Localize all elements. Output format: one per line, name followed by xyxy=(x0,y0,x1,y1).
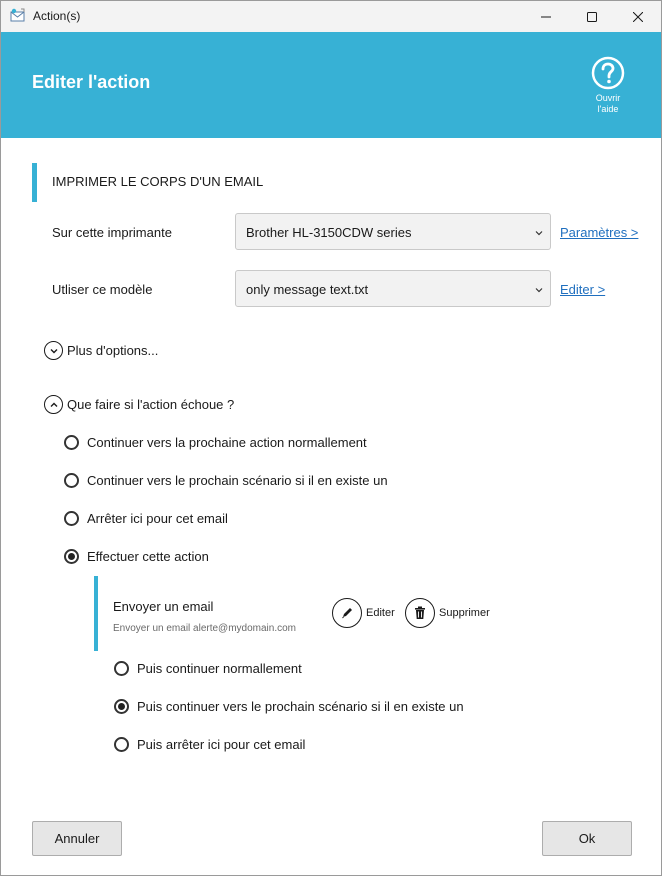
then-option-stop-email[interactable] xyxy=(114,737,305,752)
sub-action-accent-bar xyxy=(94,576,98,651)
radio-label: Continuer vers la prochaine action normallement xyxy=(87,435,367,450)
template-edit-link[interactable]: Editer > xyxy=(560,282,606,297)
edit-label: Editer xyxy=(366,607,395,619)
radio-label: Arrêter ici pour cet email xyxy=(87,511,228,526)
page-title: Editer l'action xyxy=(32,72,151,92)
envelope-icon xyxy=(10,8,26,24)
trash-icon xyxy=(405,598,435,628)
printer-select[interactable] xyxy=(235,213,551,250)
pencil-icon xyxy=(332,598,362,628)
radio-button xyxy=(114,699,129,714)
failure-option-continue-next-action[interactable] xyxy=(64,435,367,450)
delete-sub-action-button[interactable] xyxy=(405,598,490,628)
more-options-label: Plus d'options... xyxy=(67,343,159,358)
dialog-header xyxy=(1,32,661,138)
maximize-icon xyxy=(587,12,597,22)
then-option-continue-normally[interactable] xyxy=(114,661,302,676)
radio-button xyxy=(114,737,129,752)
section-title: IMPRIMER LE CORPS D'UN EMAIL xyxy=(52,174,264,189)
template-label: Utliser ce modèle xyxy=(52,282,153,297)
more-options-expander[interactable] xyxy=(44,341,158,360)
window-title: Action(s) xyxy=(33,9,81,23)
failure-option-continue-next-scenario[interactable] xyxy=(64,473,388,488)
help-label: Ouvrir l'aide xyxy=(595,93,621,114)
radio-label: Puis arrêter ici pour cet email xyxy=(137,737,306,752)
cancel-button[interactable]: Annuler xyxy=(32,821,122,856)
close-icon xyxy=(633,12,643,22)
radio-button xyxy=(64,435,79,450)
chevron-down-icon xyxy=(534,226,544,241)
section-accent-bar xyxy=(32,163,37,202)
title-bar xyxy=(1,1,661,32)
on-failure-label: Que faire si l'action échoue ? xyxy=(67,397,235,412)
help-button[interactable] xyxy=(589,56,627,115)
sub-action-description: Envoyer un email alerte@mydomain.com xyxy=(113,623,297,634)
failure-option-perform-action[interactable] xyxy=(64,549,209,564)
radio-button xyxy=(64,511,79,526)
maximize-button[interactable] xyxy=(569,1,615,32)
then-option-continue-next-scenario[interactable] xyxy=(114,699,464,714)
radio-button xyxy=(64,549,79,564)
radio-label: Effectuer cette action xyxy=(87,549,209,564)
radio-label: Puis continuer vers le prochain scénario si il en existe un xyxy=(137,699,464,714)
close-button[interactable] xyxy=(615,1,661,32)
failure-option-stop-email[interactable] xyxy=(64,511,228,526)
radio-button xyxy=(64,473,79,488)
radio-label: Puis continuer normallement xyxy=(137,661,302,676)
radio-button xyxy=(114,661,129,676)
delete-label: Supprimer xyxy=(439,607,490,619)
template-select[interactable] xyxy=(235,270,551,307)
edit-sub-action-button[interactable] xyxy=(332,598,395,628)
chevron-up-icon xyxy=(44,395,63,414)
chevron-down-icon xyxy=(534,283,544,298)
printer-label: Sur cette imprimante xyxy=(52,225,172,240)
sub-action-title: Envoyer un email xyxy=(113,599,214,614)
chevron-down-icon xyxy=(44,341,63,360)
printer-settings-link[interactable]: Paramètres > xyxy=(560,225,639,240)
minimize-button[interactable] xyxy=(523,1,569,32)
template-select-value: only message text.txt xyxy=(246,282,369,297)
minimize-icon xyxy=(541,12,551,22)
printer-select-value: Brother HL-3150CDW series xyxy=(246,225,412,240)
ok-button[interactable]: Ok xyxy=(542,821,632,856)
on-failure-expander[interactable] xyxy=(44,395,234,414)
radio-label: Continuer vers le prochain scénario si il en existe un xyxy=(87,473,388,488)
question-icon xyxy=(591,56,625,90)
